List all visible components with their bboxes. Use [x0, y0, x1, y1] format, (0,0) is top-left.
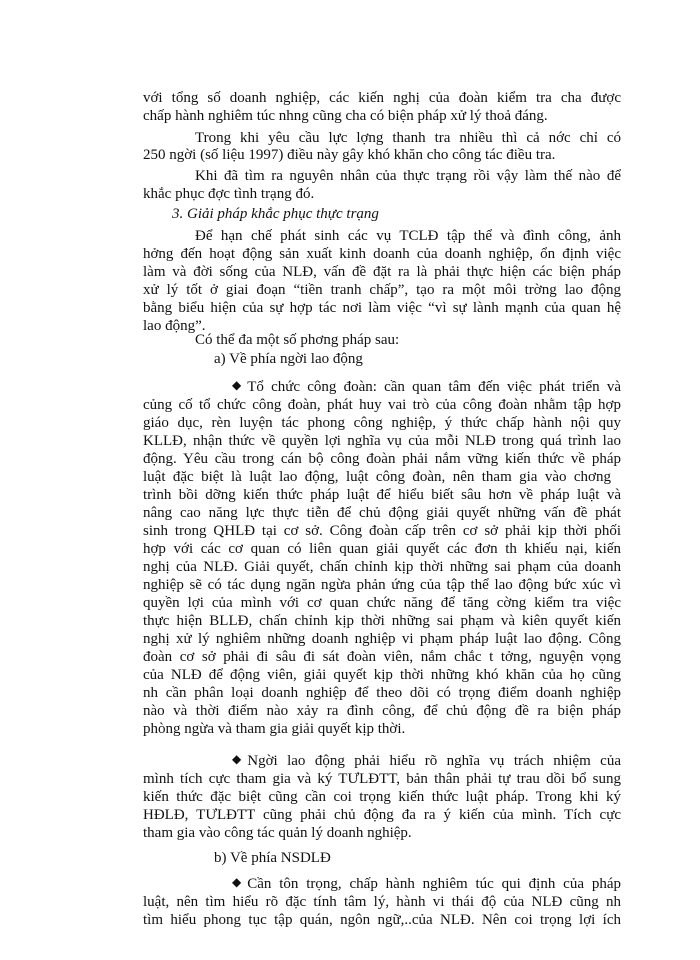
text-line: nâng cao năng lực thực tiễn để chủ động giải quyết những vấn đề phát — [143, 505, 621, 521]
bullet-paragraph-start — [232, 378, 621, 397]
bullet-paragraph-start — [232, 875, 621, 894]
text-line: HĐLĐ, TƯLĐTT cũng phải chủ động đa ra ý kiến của mình. Tích cực — [143, 807, 621, 823]
text-line: bằng biểu hiện của sự hợp tác nơi làm việc “vì sự lành mạnh của quan hệ — [143, 300, 621, 316]
text-line: đoàn cơ sở phải đi sâu đi sát đoàn viên, nắm chắc t tởng, nguyện vọng — [143, 649, 621, 665]
text-line: hợp với các cơ quan có liên quan giải quyết các đơn th khiếu nại, kiến — [143, 541, 621, 557]
subsection-heading-a: a) Về phía ngời lao động — [214, 351, 363, 367]
text-line: Khi đã tìm ra nguyên nhân của thực trạng rồi vậy làm thế nào để — [195, 168, 621, 184]
text-line: giáo dục, rèn luyện tác phong công nghiệp, ý thức chấp hành nội quy — [143, 415, 621, 431]
text-line: khắc phục đợc tình trạng đó. — [143, 186, 315, 202]
text-line: làm và đời sống của NLĐ, vấn đề đặt ra là phải thực hiện các biện pháp — [143, 264, 621, 280]
section-heading: 3. Giải pháp khắc phục thực trạng — [172, 206, 379, 222]
text-line: 250 ngời (số liệu 1997) điều này gây khó khăn cho công tác điều tra. — [143, 147, 556, 163]
subsection-heading-b: b) Về phía NSDLĐ — [214, 850, 331, 866]
text-line: KLLĐ, nhận thức về quyền lợi nghĩa vụ của mỗi NLĐ trong quá trình lao — [143, 433, 621, 449]
text-line: động. Yêu cầu trong cán bộ công đoàn phải nắm vững kiến thức về pháp — [143, 451, 621, 467]
bullet-paragraph-start — [232, 752, 621, 771]
text-line: Ngời lao động phải hiểu rõ nghĩa vụ trách nhiệm của — [247, 753, 621, 769]
text-line: kiến thức đặc biệt cũng cần coi trọng kiến thức luật pháp. Trong khi ký — [143, 789, 621, 805]
text-line: Có thể đa một số phơng pháp sau: — [195, 332, 400, 348]
text-line: Tổ chức công đoàn: cần quan tâm đến việc phát triển và — [247, 379, 621, 395]
text-line: thực hiện BLLĐ, chấn chỉnh kịp thời những sai phạm và kiên quyết kiến — [143, 613, 621, 629]
text-line: trình bồi dỡng kiến thức pháp luật để hiểu biết sâu hơn về pháp luật và — [143, 487, 621, 503]
text-line: quyền lợi của mình với cơ quan chức năng để tăng cờng kiểm tra việc — [143, 595, 621, 611]
text-line: sinh trong QHLĐ tại cơ sở. Công đoàn cấp trên cơ sở phải kịp thời phối — [143, 523, 621, 539]
text-line: nào và thời điểm nào xảy ra đình công, để chủ động đề ra biện pháp — [143, 703, 621, 719]
text-line: của NLĐ để động viên, giải quyết kịp thời những khó khăn của họ cũng — [143, 667, 621, 683]
text-line: mình tích cực tham gia và ký TƯLĐTT, bản thân phải tự trau dồi bổ sung — [143, 771, 621, 787]
text-line: phòng ngừa và tham gia giải quyết kịp thời. — [143, 721, 406, 737]
text-line: với tổng số doanh nghiệp, các kiến nghị của đoàn kiểm tra cha được — [143, 90, 621, 106]
text-line: Để hạn chế phát sinh các vụ TCLĐ tập thể và đình công, ảnh — [195, 228, 621, 244]
text-line: tìm hiểu phong tục tập quán, ngôn ngữ,..của NLĐ. Nên coi trọng lợi ích — [143, 912, 621, 928]
text-line: luật, nên tìm hiểu rõ đặc tính tâm lý, hành vi thái độ của NLĐ cũng nh — [143, 894, 621, 910]
text-line: nh cần phân loại doanh nghiệp để theo dõi có trọng điểm doanh nghiệp — [143, 685, 621, 701]
text-line: xử lý tốt ở giai đoạn “tiền tranh chấp”, tạo ra một môi trờng lao động — [143, 282, 621, 298]
text-line: lao động”. — [143, 318, 206, 334]
text-line: Trong khi yêu cầu lực lợng thanh tra nhiều thì cả nớc chỉ có — [195, 130, 621, 146]
text-line: tham gia vào công tác quản lý doanh nghiệp. — [143, 825, 412, 841]
text-line: luật đặc biệt là luật lao động, luật công đoàn, nên tham gia vào chơng — [143, 469, 611, 485]
text-line: hởng đến hoạt động sản xuất kinh doanh của doanh nghiệp, ổn định việc — [143, 246, 621, 262]
text-line: nghị xử lý nghiêm những doanh nghiệp vi phạm pháp luật lao động. Công — [143, 631, 621, 647]
text-line: Cần tôn trọng, chấp hành nghiêm túc qui định của pháp — [247, 876, 621, 892]
text-line: củng cố tổ chức công đoàn, phát huy vai trò của công đoàn nhằm tập hợp — [143, 397, 621, 413]
text-line: chấp hành nghiêm túc nhng cũng cha có biện pháp xử lý thoả đáng. — [143, 108, 548, 124]
text-line: nghị của NLĐ. Giải quyết, chấn chỉnh kịp thời những sai phạm của doanh — [143, 559, 621, 575]
bullet-icon: ◆ — [232, 875, 242, 889]
bullet-icon: ◆ — [232, 752, 242, 766]
text-line: nghiệp sẽ có tác dụng ngăn ngừa phản ứng của tập thể lao động bức xúc vì — [143, 577, 621, 593]
bullet-icon: ◆ — [232, 378, 242, 392]
